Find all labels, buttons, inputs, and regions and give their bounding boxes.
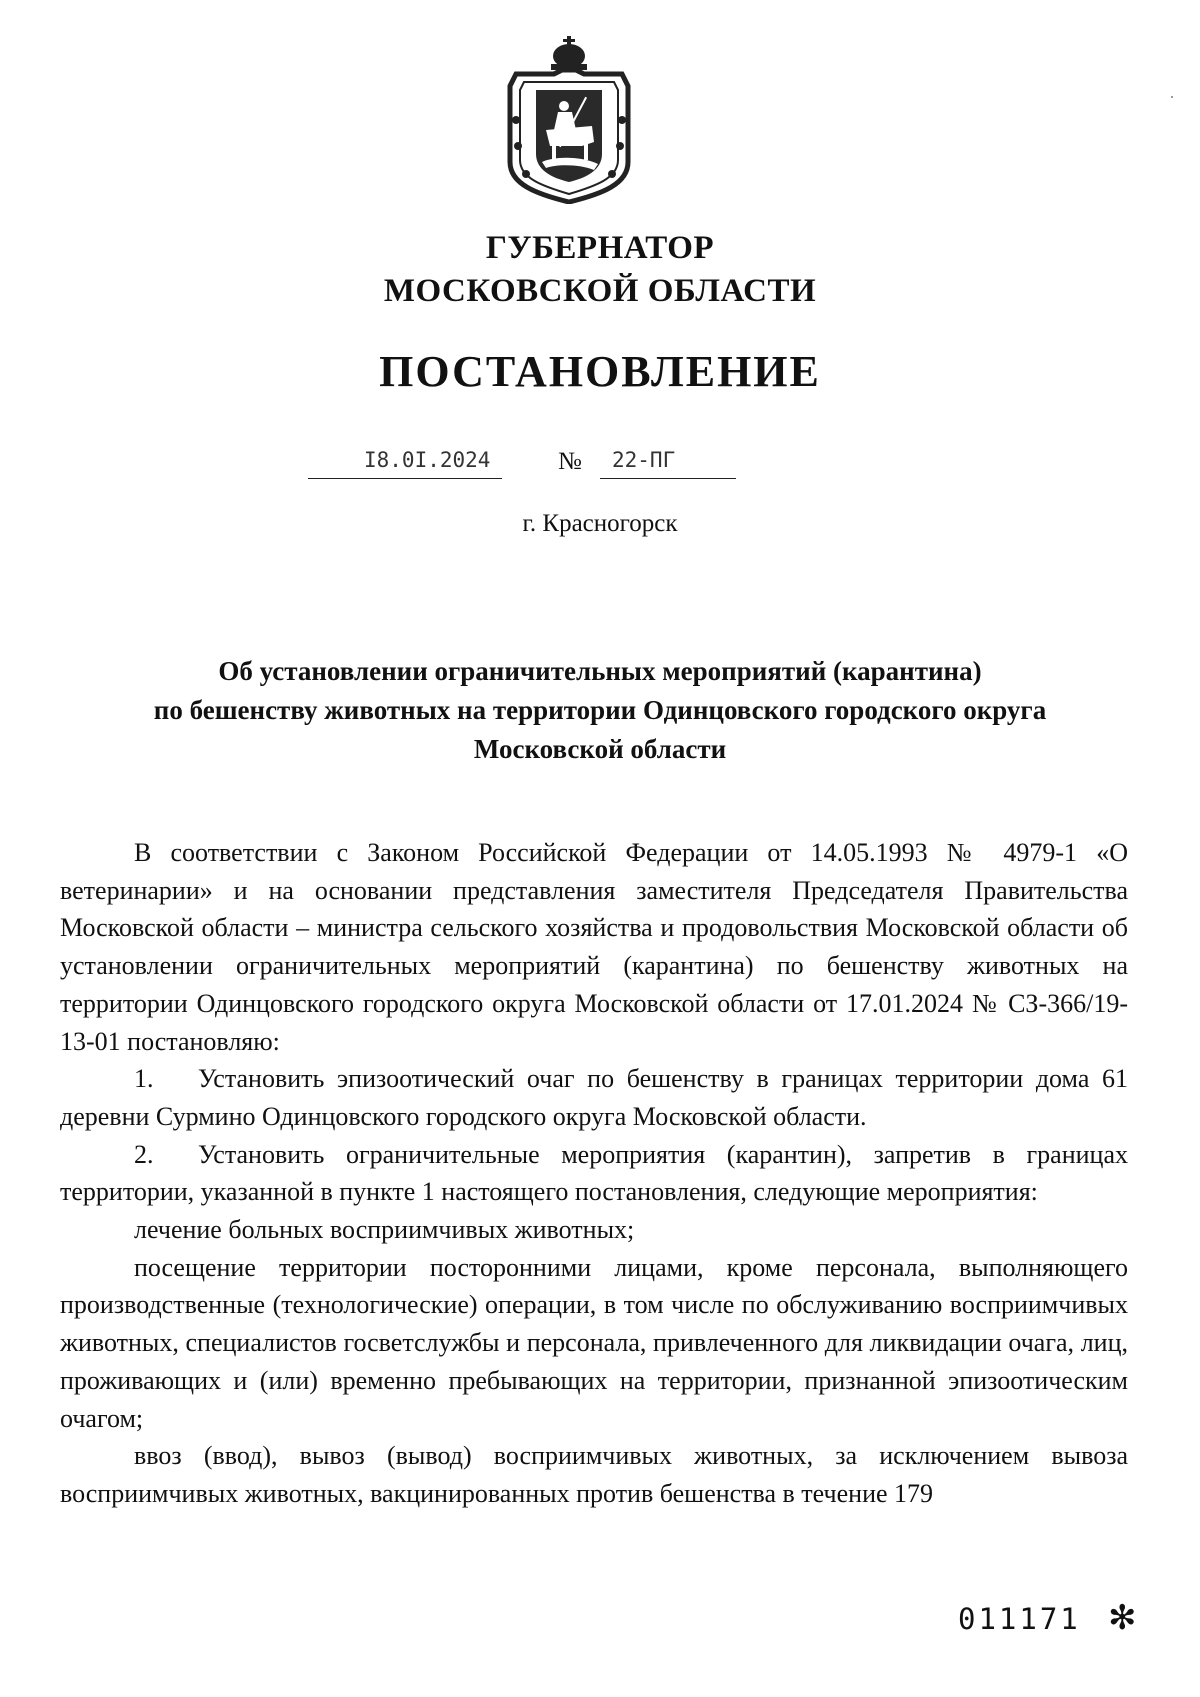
item-1-paragraph <box>60 1060 1128 1135</box>
document-body <box>60 834 1128 1513</box>
coat-of-arms-icon <box>502 34 636 204</box>
document-number: 22-ПГ <box>612 448 676 472</box>
measure-2-paragraph: посещение территории посторонними лицами, кроме персонала, выполняющего производственные (технологические) операции, в том числе по обслуживанию восприимчивых животных, специалистов госветслужбы и персонала, привлеченного для ликвидации очага, лиц, проживающих и (или) временно пребывающих на территории, признанной эпизоотическим очагом; <box>60 1252 1128 1433</box>
item-2-number: 2. <box>134 1139 154 1169</box>
authority-title-line2: МОСКОВСКОЙ ОБЛАСТИ <box>383 273 817 309</box>
measure-3-paragraph: ввоз (ввод), вывоз (вывод) восприимчивых животных, за исключением вывоза восприимчивых животных, вакцинированных против бешенства в течение 179 <box>60 1441 1128 1508</box>
subject-line1: Об установлении ограничительных мероприятий (карантина) <box>218 656 982 686</box>
measure-1-paragraph: лечение больных восприимчивых животных; <box>134 1215 635 1245</box>
issue-city: г. Красногорск <box>522 510 678 537</box>
form-serial-number: 011171 <box>958 1602 1081 1636</box>
subject-line2: по бешенству животных на территории Одинцовского городского округа <box>153 695 1047 725</box>
number-underline <box>600 478 736 479</box>
document-subject <box>60 652 1140 769</box>
document-type: ПОСТАНОВЛЕНИЕ <box>379 347 821 396</box>
preamble-paragraph: В соответствии с Законом Российской Федерации от 14.05.1993 № 4979-1 «О ветеринарии» и на основании представления заместителя Председателя Правительства Московской области – министра сельского хозяйства и продовольствия Московской области об установлении ограничительных мероприятий (карантина) по бешенству животных на территории Одинцовского городского округа Московской области от 17.01.2024 № СЗ-366/19-13-01 постановляю: <box>60 838 1128 1056</box>
authority-title-line1: ГУБЕРНАТОР <box>485 230 715 266</box>
subject-line3: Московской области <box>473 734 727 764</box>
scan-speck <box>1171 96 1173 98</box>
document-date: I8.0I.2024 <box>364 448 491 472</box>
asterisk-mark-icon: ✻ <box>1108 1598 1137 1638</box>
item-1-text: Установить эпизоотический очаг по бешенству в границах территории дома 61 деревни Сурмино Одинцовского городского округа Московской области. <box>60 1064 1128 1131</box>
item-2-paragraph <box>60 1136 1128 1211</box>
item-1-number: 1. <box>134 1064 154 1094</box>
date-underline <box>308 478 502 479</box>
item-2-text: Установить ограничительные мероприятия (карантин), запретив в границах территории, указанной в пункте 1 настоящего постановления, следующие мероприятия: <box>60 1139 1128 1207</box>
number-sign: № <box>558 448 582 475</box>
